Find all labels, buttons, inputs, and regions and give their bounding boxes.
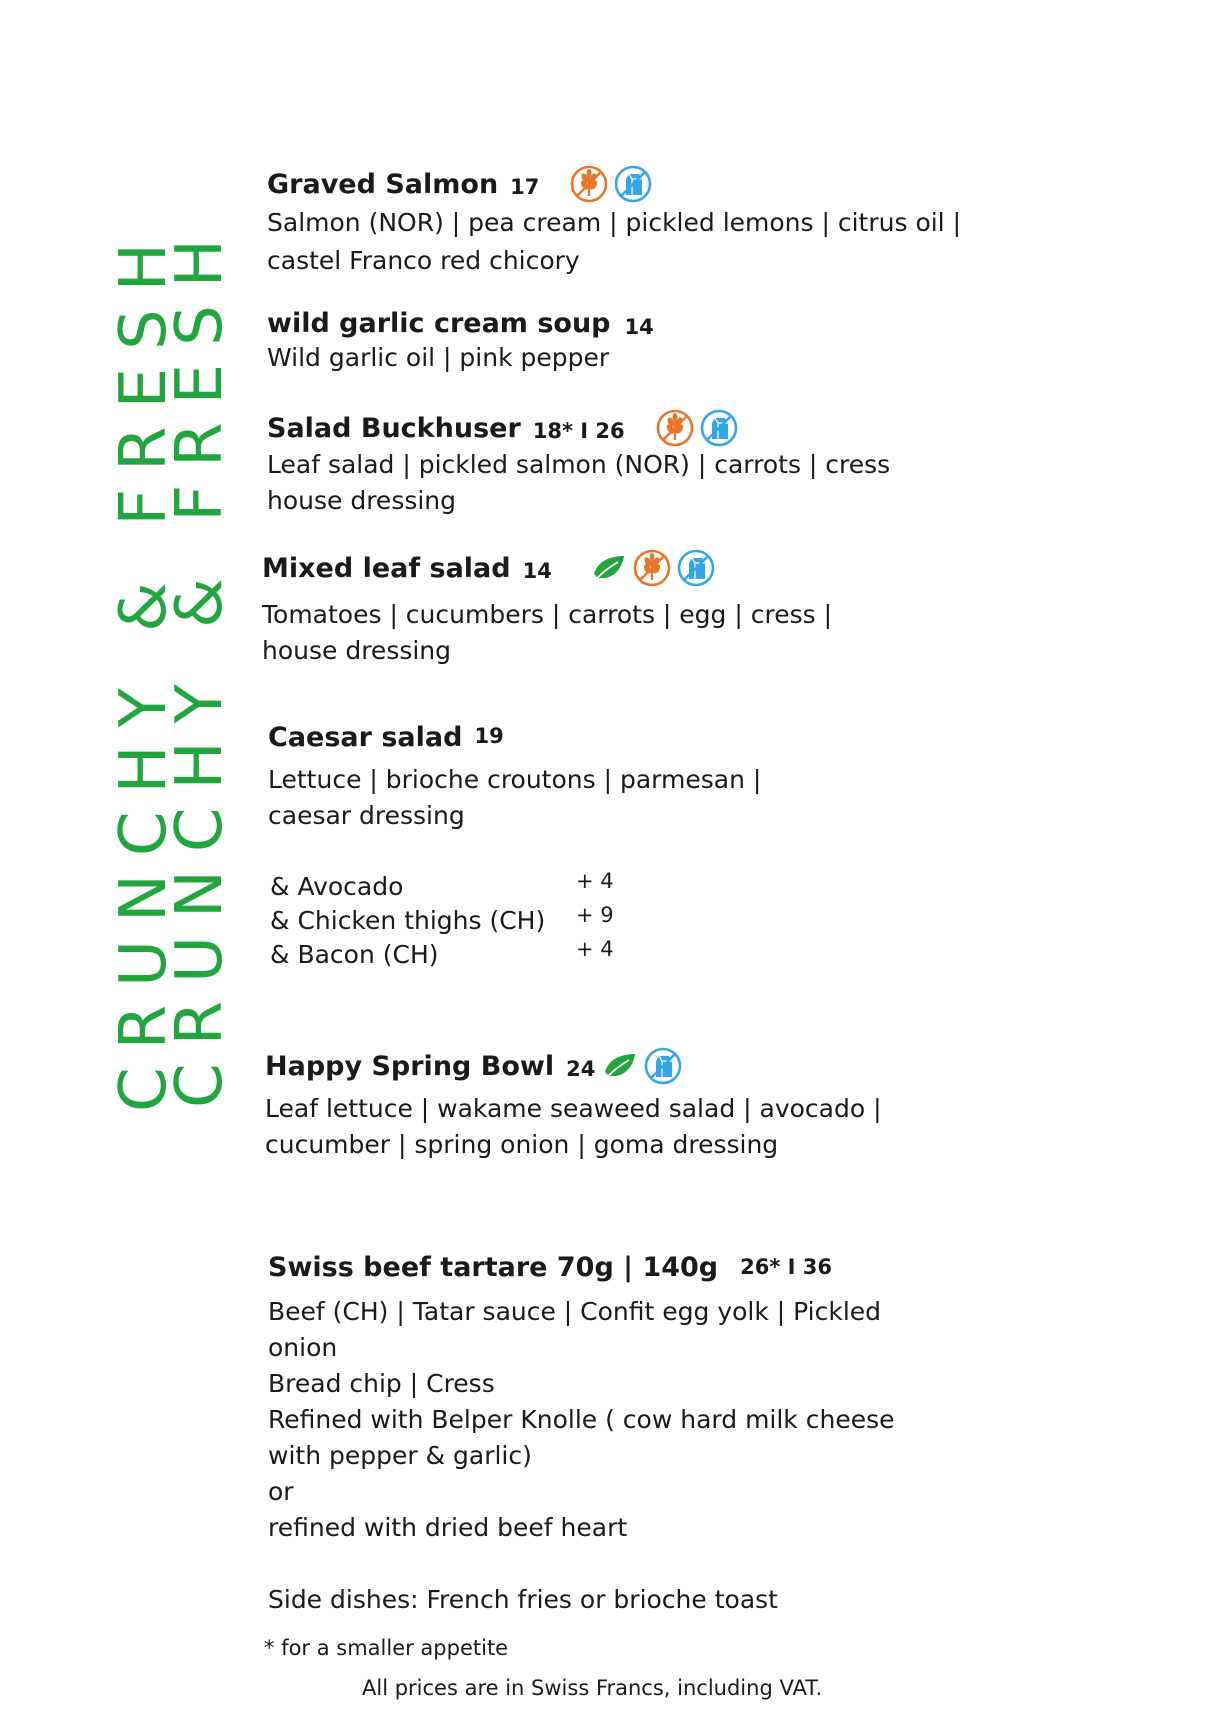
description-line: Refined with Belper Knolle ( cow hard milk cheese [268,1405,895,1434]
section-title-line-1: CRUNCHY & FRESH [107,225,181,1112]
item-price: 24 [566,1057,596,1081]
gluten-free-icon [569,164,609,204]
description-line: or [268,1477,294,1506]
extra-label: & Chicken thighs (CH) [270,906,546,935]
item-description-line-2: castel Franco red chicory [267,246,580,275]
item-price: 17 [510,175,540,199]
description-line [268,1547,895,1581]
extra-row [270,904,614,938]
item-price: 26* I 36 [740,1254,833,1279]
vat-note: All prices are in Swiss Francs, including VAT. [362,1676,823,1700]
item-name: Graved Salmon [267,168,499,200]
vegetarian-leaf-icon [599,1046,639,1086]
lactose-free-icon [676,548,716,588]
item-description-line-2: caesar dressing [268,801,465,830]
extra-price: + 4 [576,937,614,961]
lactose-free-icon [613,164,653,204]
description-line: Beef (CH) | Tatar sauce | Confit egg yolk | Pickled [268,1297,882,1326]
item-name: Salad Buckhuser [267,412,521,444]
gluten-free-icon [655,408,695,448]
menu-item-wild-garlic-soup [267,308,654,375]
section-title-vertical [107,221,237,1112]
caesar-extras [270,870,614,972]
item-price: 14 [522,559,552,583]
menu-item-caesar-salad [268,722,761,833]
side-dishes-line: Side dishes: French fries or brioche toast [268,1585,778,1614]
extra-row [270,870,614,904]
item-description-line-2: house dressing [267,486,457,515]
item-name: Happy Spring Bowl [265,1050,555,1082]
item-description-line-2: cucumber | spring onion | goma dressing [265,1130,779,1159]
vegetarian-leaf-icon [588,548,628,588]
allergen-icons [599,1046,683,1086]
item-description-line-1: Tomatoes | cucumbers | carrots | egg | cress | [262,600,832,629]
item-description-line-1: Lettuce | brioche croutons | parmesan | [268,765,762,794]
description-line: onion [268,1333,338,1362]
item-price: 19 [474,723,504,748]
item-name: Caesar salad [268,722,463,753]
footnote-smaller-appetite: * for a smaller appetite [264,1636,509,1660]
item-price: 18* I 26 [532,419,625,443]
lactose-free-icon [699,408,739,448]
allergen-icons [588,548,716,588]
section-title-line-2: CRUNCHY & FRESH [163,221,237,1108]
menu-item-graved-salmon [267,164,961,278]
allergen-icons [569,164,653,204]
item-name: Swiss beef tartare 70g | 140g [268,1252,719,1283]
extra-price: + 9 [576,903,614,927]
extra-label: & Avocado [270,872,404,901]
gluten-free-icon [632,548,672,588]
allergen-icons [655,408,739,448]
description-line: refined with dried beef heart [268,1513,628,1542]
extra-price: + 4 [576,869,614,893]
menu-item-swiss-beef-tartare [268,1252,895,1617]
item-description-line-1: Leaf salad | pickled salmon (NOR) | carrots | cress [267,450,891,479]
lactose-free-icon [643,1046,683,1086]
item-name: Mixed leaf salad [262,552,511,584]
menu-item-happy-spring-bowl [265,1046,882,1162]
menu-item-salad-buckhuser [267,408,890,518]
description-line: Bread chip | Cress [268,1369,495,1398]
extra-label: & Bacon (CH) [270,940,439,969]
item-description-line-2: house dressing [262,636,452,665]
item-description-line-1: Leaf lettuce | wakame seaweed salad | avocado | [265,1094,882,1123]
item-price: 14 [624,314,654,339]
item-description-line-1: Wild garlic oil | pink pepper [267,343,610,372]
menu-item-mixed-leaf-salad [262,548,832,668]
description-line: with pepper & garlic) [268,1441,532,1470]
item-name: wild garlic cream soup [267,308,611,339]
extra-row [270,938,614,972]
item-description [268,1295,895,1617]
item-description-line-1: Salmon (NOR) | pea cream | pickled lemons | citrus oil | [267,208,961,237]
